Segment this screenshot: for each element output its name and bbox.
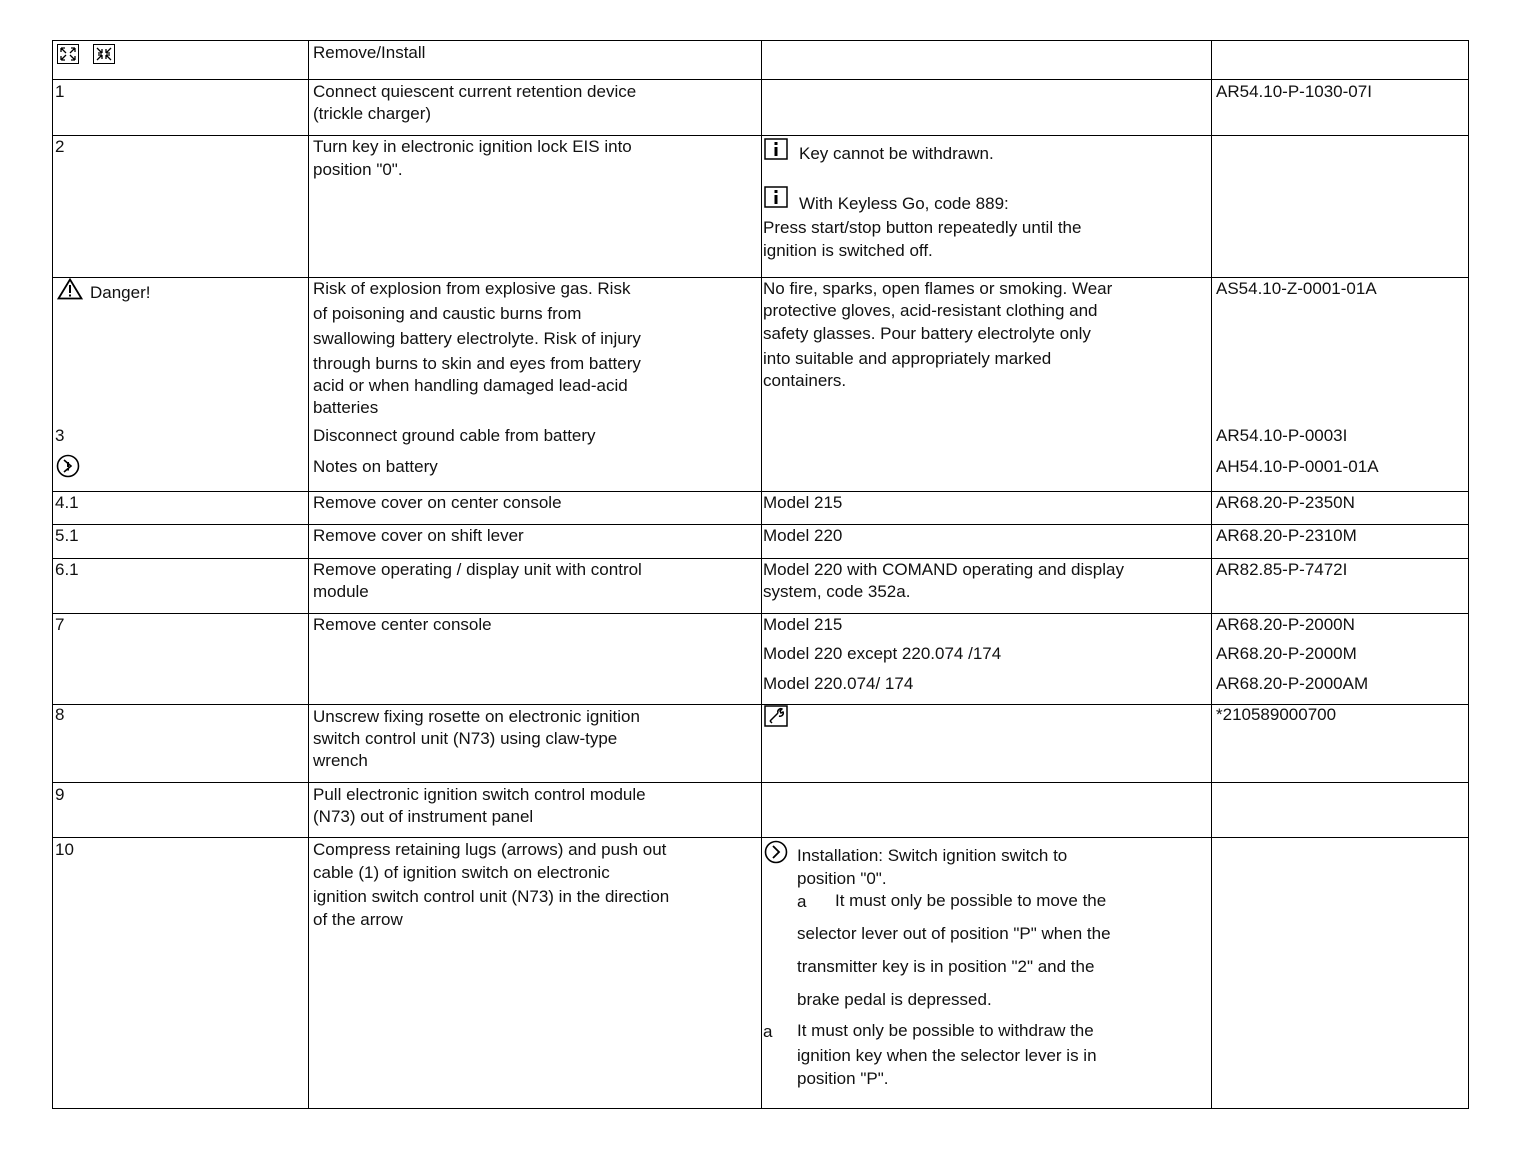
step-number: 5.1 bbox=[55, 526, 79, 545]
document-reference[interactable]: AR54.10-P-1030-07I bbox=[1216, 82, 1372, 101]
special-tool-icon bbox=[764, 705, 788, 727]
info-note: With Keyless Go, code 889: bbox=[799, 194, 1009, 213]
step-number: 2 bbox=[55, 137, 65, 156]
document-reference[interactable]: AR68.20-P-2310M bbox=[1216, 526, 1357, 545]
step-description: Turn key in electronic ignition lock EIS into bbox=[313, 137, 632, 156]
step-number: 3 bbox=[55, 426, 65, 445]
row-divider bbox=[53, 837, 1468, 838]
step-description: Remove cover on center console bbox=[313, 493, 562, 512]
step-description: Remove center console bbox=[313, 615, 492, 634]
step-description: Remove cover on shift lever bbox=[313, 526, 524, 545]
step-remark: system, code 352a. bbox=[763, 582, 911, 601]
installation-note: position "P". bbox=[797, 1069, 889, 1088]
warning-triangle-icon bbox=[57, 278, 83, 300]
step-description: ignition switch control unit (N73) in the direction bbox=[313, 887, 670, 906]
danger-remark: into suitable and appropriately marked bbox=[763, 349, 1052, 368]
step-number: 9 bbox=[55, 785, 65, 804]
list-marker: a bbox=[797, 892, 807, 911]
step-number: 10 bbox=[55, 840, 74, 859]
header-title: Remove/Install bbox=[313, 43, 426, 62]
step-description: (N73) out of instrument panel bbox=[313, 807, 534, 826]
step-remark: Model 220 bbox=[763, 526, 843, 545]
document-reference[interactable]: AR68.20-P-2350N bbox=[1216, 493, 1355, 512]
row-divider bbox=[53, 782, 1468, 783]
installation-note: selector lever out of position "P" when the bbox=[797, 924, 1111, 943]
danger-remark: protective gloves, acid-resistant clothing and bbox=[763, 301, 1098, 320]
document-reference[interactable]: AR82.85-P-7472I bbox=[1216, 560, 1348, 579]
step-number: 6.1 bbox=[55, 560, 79, 579]
step-description: of the arrow bbox=[313, 910, 403, 929]
installation-note: ignition key when the selector lever is in bbox=[797, 1046, 1097, 1065]
installation-note: Installation: Switch ignition switch to bbox=[797, 846, 1068, 865]
notes-icon bbox=[56, 454, 80, 478]
info-note: Key cannot be withdrawn. bbox=[799, 144, 994, 163]
document-reference[interactable]: AR68.20-P-2000N bbox=[1216, 615, 1355, 634]
step-remark: Model 220 with COMAND operating and display bbox=[763, 560, 1124, 579]
info-note: Press start/stop button repeatedly until the bbox=[763, 218, 1082, 237]
expand-arrows-icon bbox=[57, 44, 79, 64]
installation-note: It must only be possible to withdraw the bbox=[797, 1021, 1094, 1040]
column-divider bbox=[761, 41, 762, 1108]
danger-label: Danger! bbox=[90, 283, 151, 302]
document-reference[interactable]: AS54.10-Z-0001-01A bbox=[1216, 279, 1377, 298]
step-description: Connect quiescent current retention device bbox=[313, 82, 637, 101]
step-description: Compress retaining lugs (arrows) and push out bbox=[313, 840, 667, 859]
danger-description: acid or when handling damaged lead-acid bbox=[313, 376, 628, 395]
step-description: module bbox=[313, 582, 369, 601]
step-number: 7 bbox=[55, 615, 65, 634]
installation-note: brake pedal is depressed. bbox=[797, 990, 992, 1009]
info-note: ignition is switched off. bbox=[763, 241, 933, 260]
danger-description: Risk of explosion from explosive gas. Risk bbox=[313, 279, 631, 298]
step-remark: Model 215 bbox=[763, 493, 843, 512]
step-remark: Model 220 except 220.074 /174 bbox=[763, 644, 1002, 663]
step-description: Pull electronic ignition switch control module bbox=[313, 785, 646, 804]
step-remark: Model 215 bbox=[763, 615, 843, 634]
step-description: wrench bbox=[313, 751, 368, 770]
row-divider bbox=[53, 135, 1468, 136]
step-description: Remove operating / display unit with control bbox=[313, 560, 642, 579]
step-number: 1 bbox=[55, 82, 65, 101]
column-divider bbox=[1211, 41, 1212, 1108]
document-reference[interactable]: AR68.20-P-2000AM bbox=[1216, 674, 1369, 693]
danger-description: batteries bbox=[313, 398, 379, 417]
installation-note: transmitter key is in position "2" and the bbox=[797, 957, 1095, 976]
danger-remark: containers. bbox=[763, 371, 847, 390]
step-description: cable (1) of ignition switch on electronic bbox=[313, 863, 610, 882]
step-description: position "0". bbox=[313, 160, 403, 179]
collapse-arrows-icon bbox=[93, 44, 115, 64]
document-reference[interactable]: AR54.10-P-0003I bbox=[1216, 426, 1348, 445]
danger-description: of poisoning and caustic burns from bbox=[313, 304, 582, 323]
list-marker: a bbox=[763, 1022, 773, 1041]
step-number: 8 bbox=[55, 705, 65, 724]
step-remark: Model 220.074/ 174 bbox=[763, 674, 914, 693]
document-reference[interactable]: AR68.20-P-2000M bbox=[1216, 644, 1357, 663]
step-description: Notes on battery bbox=[313, 457, 438, 476]
installation-note: position "0". bbox=[797, 869, 887, 888]
special-tool-number[interactable]: *210589000700 bbox=[1216, 705, 1337, 724]
step-description: (trickle charger) bbox=[313, 104, 432, 123]
installation-note: It must only be possible to move the bbox=[835, 891, 1107, 910]
danger-remark: No fire, sparks, open flames or smoking. Wear bbox=[763, 279, 1113, 298]
info-icon bbox=[764, 138, 788, 160]
danger-description: swallowing battery electrolyte. Risk of injury bbox=[313, 329, 641, 348]
step-number: 4.1 bbox=[55, 493, 79, 512]
step-description: Disconnect ground cable from battery bbox=[313, 426, 596, 445]
step-description: Unscrew fixing rosette on electronic ignition bbox=[313, 707, 640, 726]
document-reference[interactable]: AH54.10-P-0001-01A bbox=[1216, 457, 1379, 476]
installation-arrow-icon bbox=[764, 840, 788, 864]
danger-remark: safety glasses. Pour battery electrolyte only bbox=[763, 324, 1091, 343]
info-icon bbox=[764, 186, 788, 208]
danger-description: through burns to skin and eyes from battery bbox=[313, 354, 641, 373]
row-divider bbox=[53, 79, 1468, 80]
step-description: switch control unit (N73) using claw-type bbox=[313, 729, 618, 748]
column-divider bbox=[308, 41, 309, 1108]
